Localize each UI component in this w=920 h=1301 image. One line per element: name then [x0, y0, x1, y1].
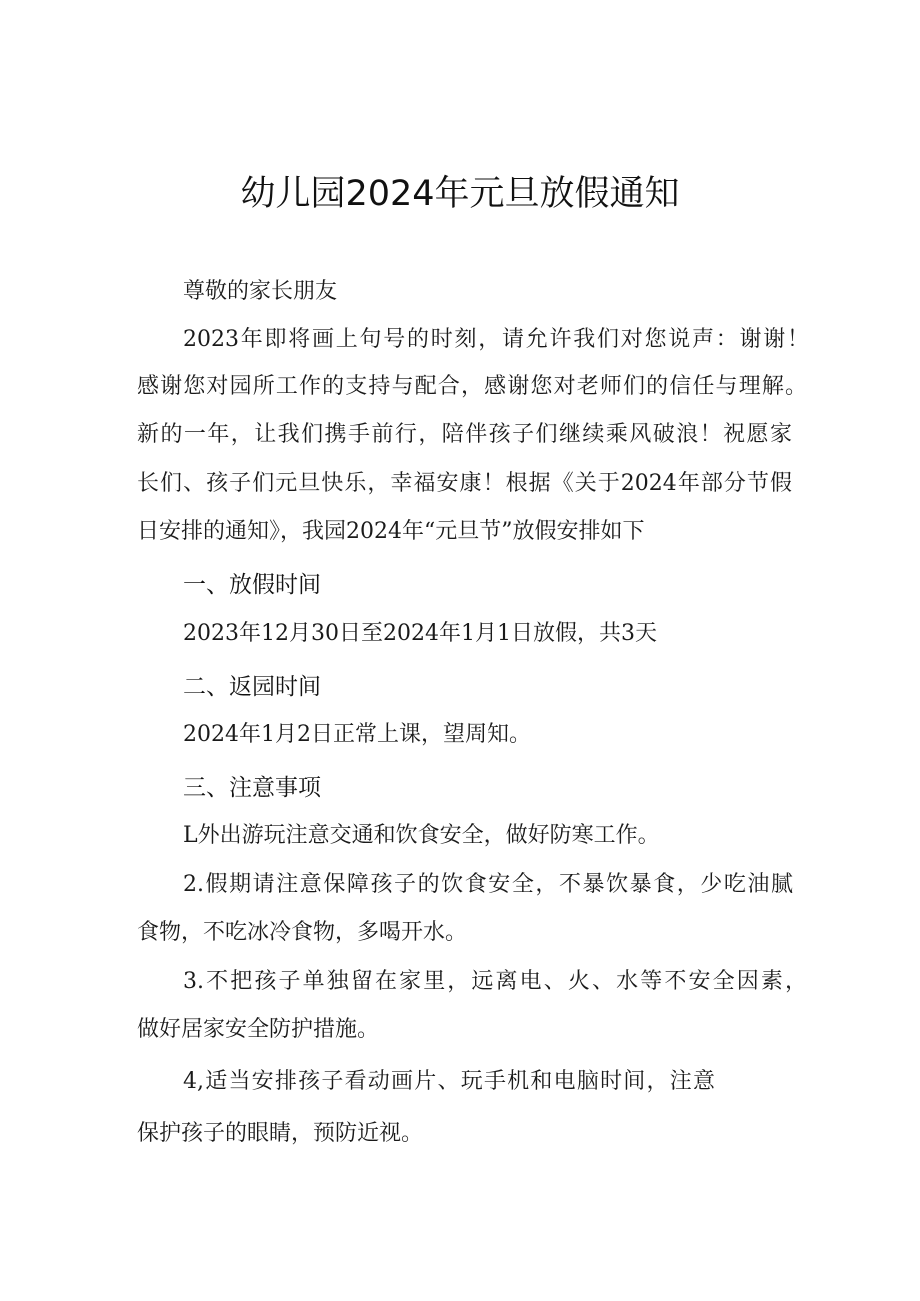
- section-heading-return-time: 二、返园时间: [183, 674, 321, 700]
- return-date: 2024年1月2日正常上课，望周知。: [183, 722, 531, 747]
- note-item: 4,适当安排孩子看动画片、玩手机和电脑时间，注意: [183, 1069, 715, 1094]
- intro-line: 长们、孩子们元旦快乐，幸福安康！根据《关于2024年部分节假: [137, 471, 792, 496]
- note-item-continued: 食物，不吃冰冷食物，多喝开水。: [137, 920, 468, 945]
- note-item-continued: 保护孩子的眼睛，预防近视。: [137, 1121, 424, 1146]
- note-item: L外出游玩注意交通和饮食安全，做好防寒工作。: [183, 823, 660, 848]
- intro-line: 2023年即将画上句号的时刻，请允许我们对您说声：谢谢！: [183, 327, 809, 352]
- document-title: 幼儿园2024年元旦放假通知: [240, 174, 680, 214]
- note-item: 2.假期请注意保障孩子的饮食安全，不暴饮暴食，少吃油腻: [183, 872, 793, 897]
- intro-line: 日安排的通知》，我园2024年“元旦节”放假安排如下: [137, 519, 645, 544]
- section-heading-notes: 三、注意事项: [183, 775, 321, 801]
- intro-line: 新的一年，让我们携手前行，陪伴孩子们继续乘风破浪！祝愿家: [137, 422, 792, 447]
- note-item-continued: 做好居家安全防护措施。: [137, 1017, 380, 1042]
- intro-line: 感谢您对园所工作的支持与配合，感谢您对老师们的信任与理解。: [137, 374, 807, 399]
- salutation: 尊敬的家长朋友: [183, 279, 338, 304]
- holiday-dates: 2023年12月30日至2024年1月1日放假，共3天: [183, 621, 657, 646]
- note-item: 3.不把孩子单独留在家里，远离电、火、水等不安全因素，: [183, 969, 807, 994]
- section-heading-holiday-time: 一、放假时间: [183, 572, 321, 598]
